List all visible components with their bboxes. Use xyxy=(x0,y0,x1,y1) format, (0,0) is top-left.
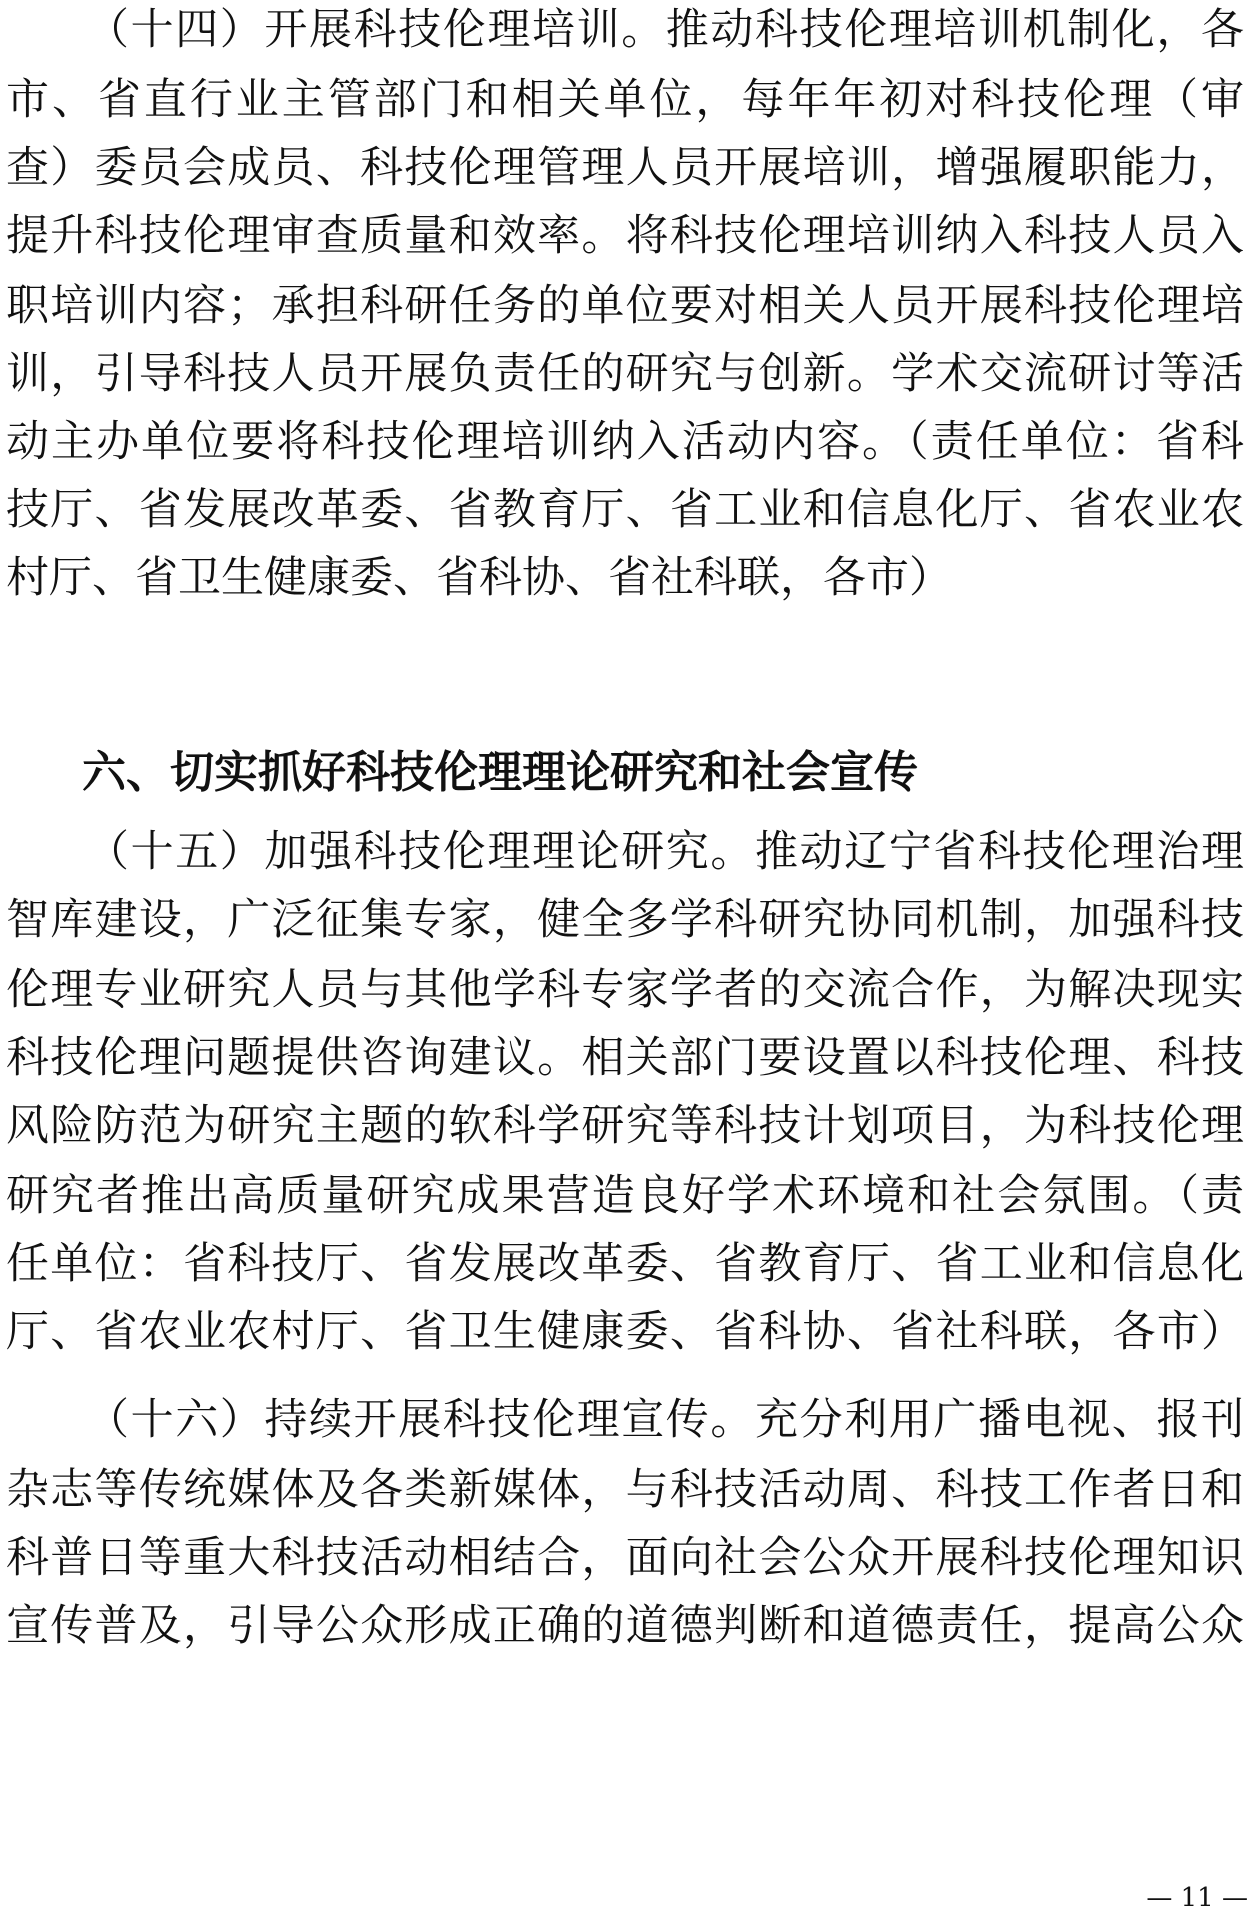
text-line: 厅、省农业农村厅、省卫生健康委、省科协、省社科联，各市） xyxy=(6,1307,1244,1357)
text-line: 智库建设，广泛征集专家，健全多学科研究协同机制，加强科技 xyxy=(6,895,1244,945)
text-line: 杂志等传统媒体及各类新媒体，与科技活动周、科技工作者日和 xyxy=(6,1465,1244,1515)
text-line: 风险防范为研究主题的软科学研究等科技计划项目，为科技伦理 xyxy=(6,1101,1244,1151)
text-line: 动主办单位要将科技伦理培训纳入活动内容。（责任单位：省科 xyxy=(6,417,1244,467)
text-line: （十四）开展科技伦理培训。推动科技伦理培训机制化，各 xyxy=(86,5,1244,55)
page-number: — 11 — xyxy=(1146,1883,1248,1913)
text-line: 职培训内容；承担科研任务的单位要对相关人员开展科技伦理培 xyxy=(6,281,1244,331)
text-line: （十六）持续开展科技伦理宣传。充分利用广播电视、报刊 xyxy=(86,1395,1244,1445)
text-line: 提升科技伦理审查质量和效率。将科技伦理培训纳入科技人员入 xyxy=(6,211,1244,261)
text-line: 任单位：省科技厅、省发展改革委、省教育厅、省工业和信息化 xyxy=(6,1239,1244,1289)
section-heading: 六、切实抓好科技伦理理论研究和社会宣传 xyxy=(82,747,918,798)
text-line: 查）委员会成员、科技伦理管理人员开展培训，增强履职能力， xyxy=(6,143,1244,193)
text-line: 技厅、省发展改革委、省教育厅、省工业和信息化厅、省农业农 xyxy=(6,485,1244,535)
text-line: 科普日等重大科技活动相结合，面向社会公众开展科技伦理知识 xyxy=(6,1533,1244,1583)
text-line: 伦理专业研究人员与其他学科专家学者的交流合作，为解决现实 xyxy=(6,965,1244,1015)
text-line: 研究者推出高质量研究成果营造良好学术环境和社会氛围。（责 xyxy=(6,1171,1244,1221)
text-line: 训，引导科技人员开展负责任的研究与创新。学术交流研讨等活 xyxy=(6,349,1244,399)
text-line: 宣传普及，引导公众形成正确的道德判断和道德责任，提高公众 xyxy=(6,1601,1244,1651)
text-line: （十五）加强科技伦理理论研究。推动辽宁省科技伦理治理 xyxy=(86,827,1244,877)
text-line: 村厅、省卫生健康委、省科协、省社科联，各市） xyxy=(6,553,952,603)
text-line: 市、省直行业主管部门和相关单位，每年年初对科技伦理（审 xyxy=(6,75,1244,125)
text-line: 科技伦理问题提供咨询建议。相关部门要设置以科技伦理、科技 xyxy=(6,1033,1244,1083)
